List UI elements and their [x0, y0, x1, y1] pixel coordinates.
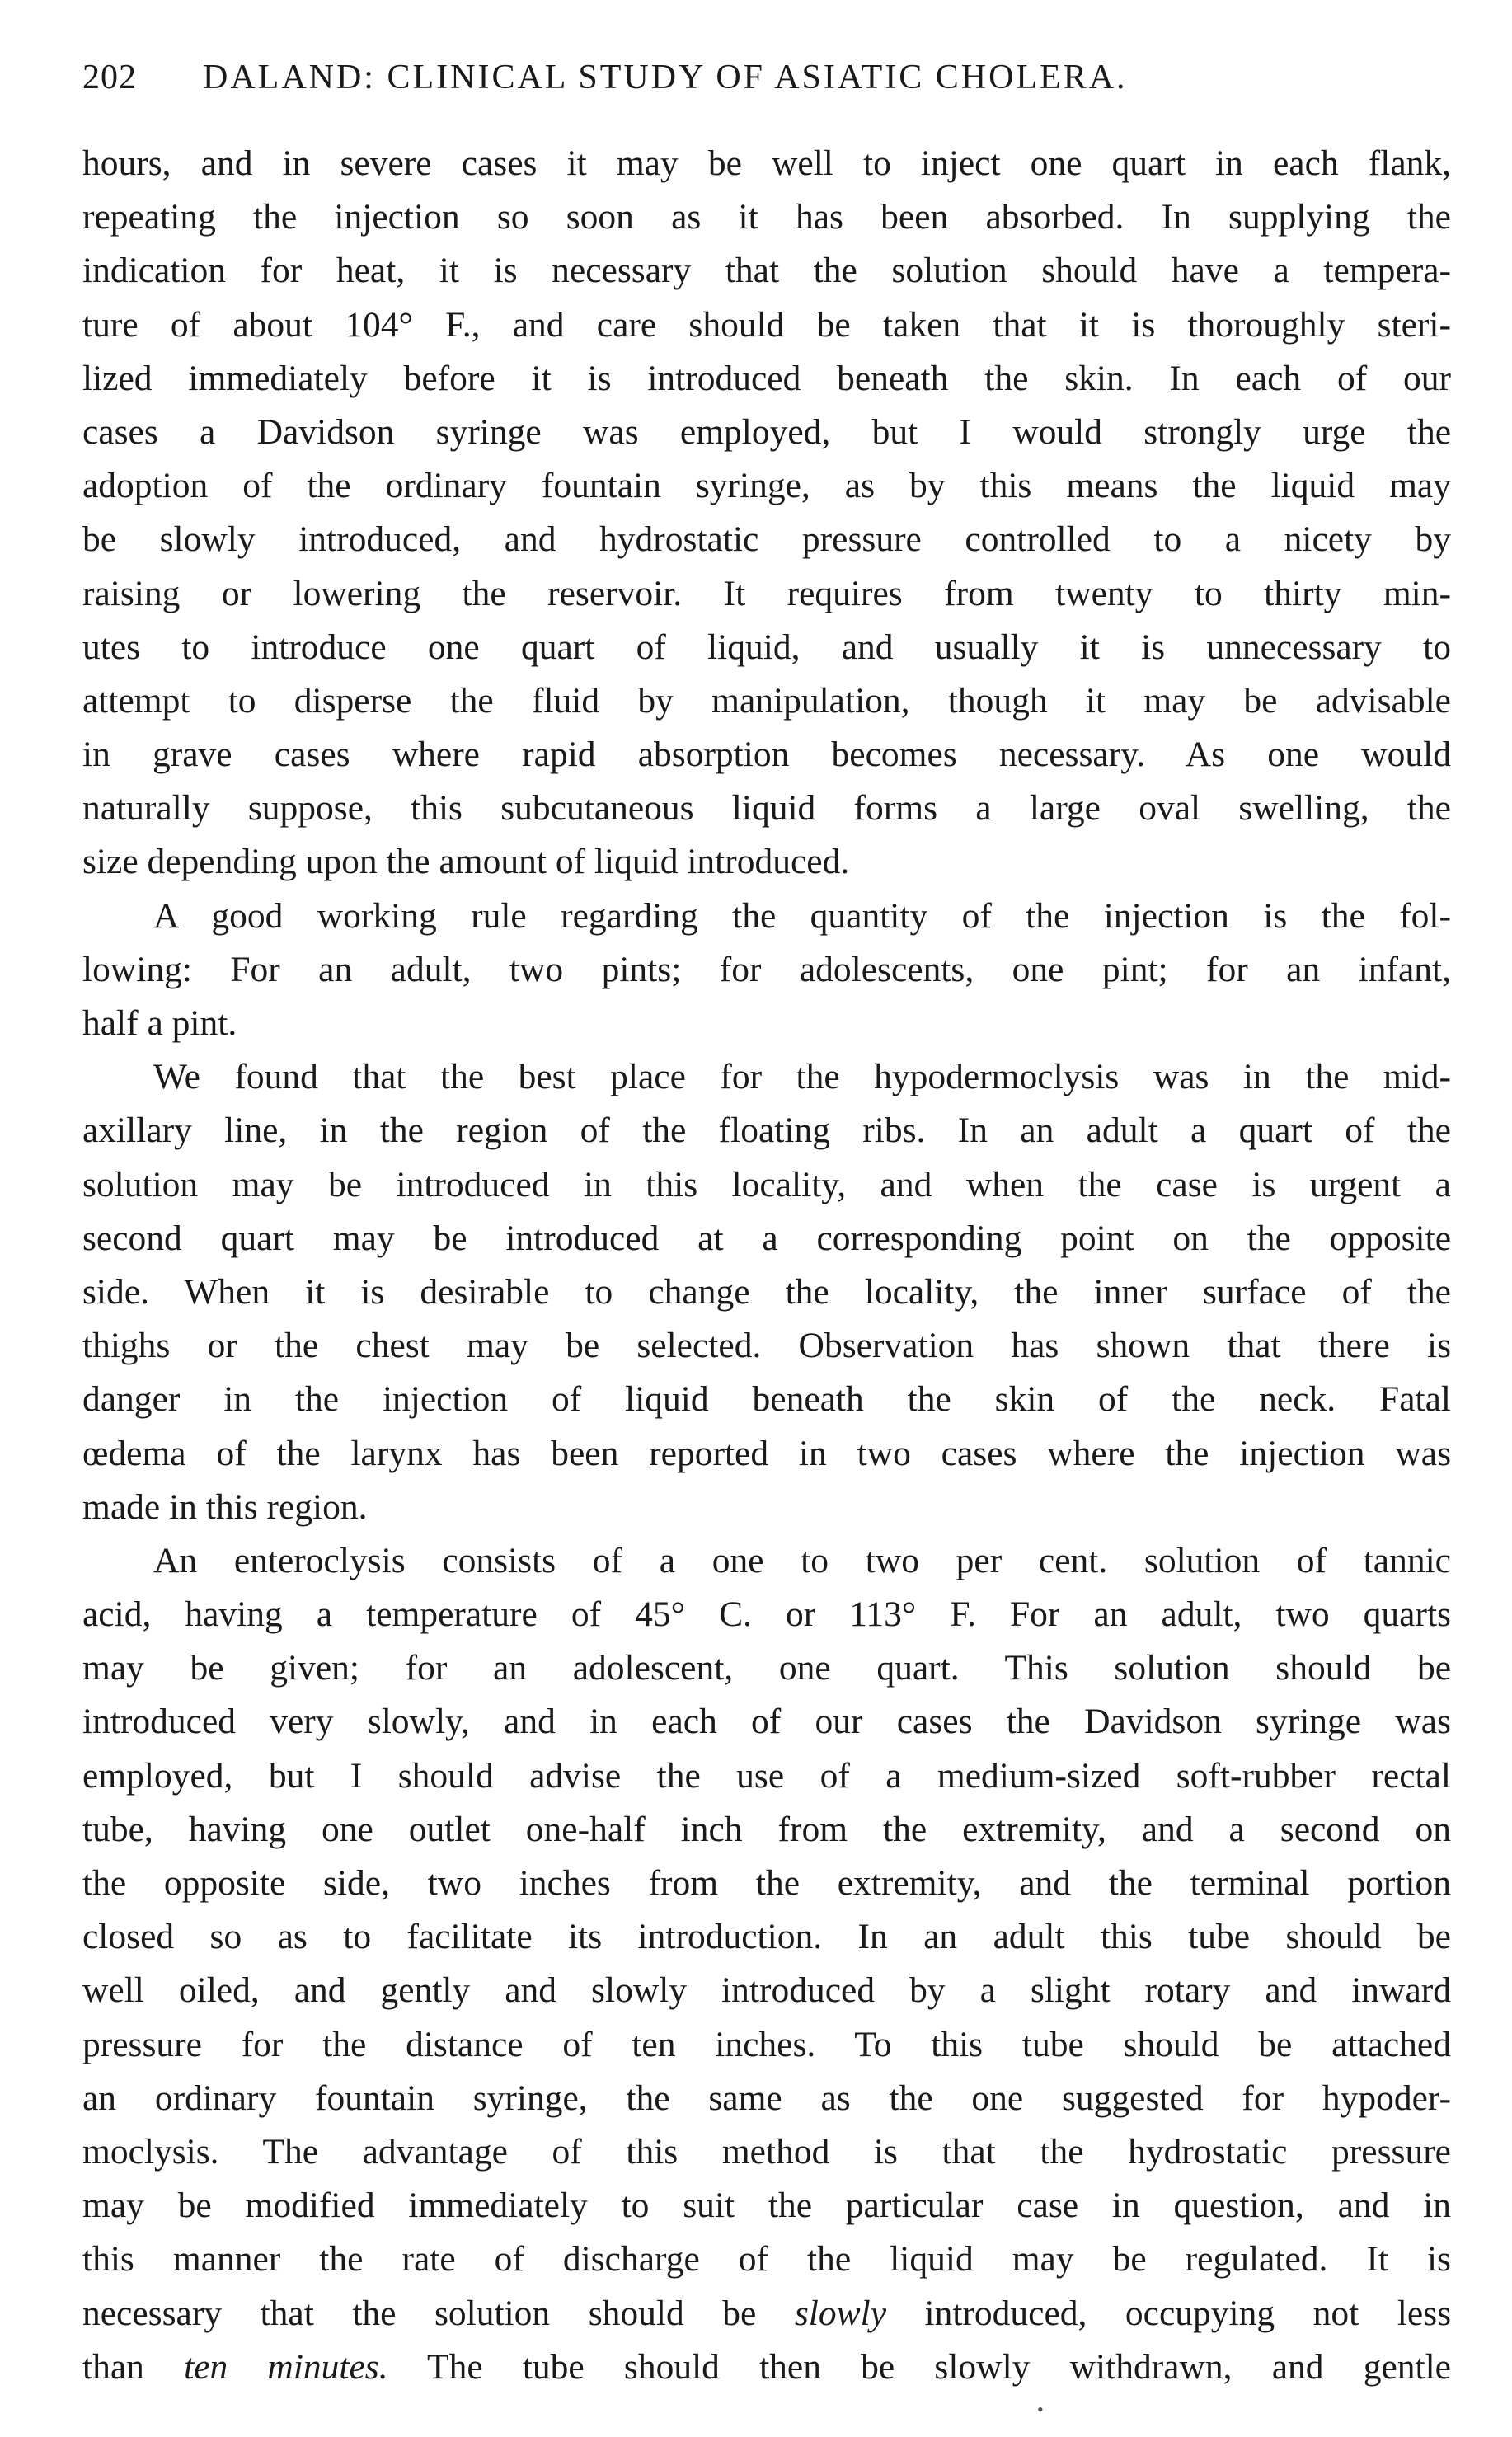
text-line: repeating the injection so soon as it has been absorbed. In supplying the [82, 197, 1451, 237]
text-line: may be modified immediately to suit the particular case in question, and in [82, 2186, 1451, 2226]
text-line: axillary line, in the region of the floating ribs. In an adult a quart of the [82, 1111, 1451, 1151]
text-line: in grave cases where rapid absorption becomes necessary. As one would [82, 735, 1451, 775]
text-line: ture of about 104° F., and care should be taken that it is thoroughly steri- [82, 304, 1451, 345]
text-line: naturally suppose, this subcutaneous liquid forms a large oval swelling, the [82, 788, 1451, 829]
footer-mark: • [1037, 2399, 1044, 2420]
text-line: well oiled, and gently and slowly introduced by a slight rotary and inward [82, 1970, 1451, 2011]
text-line: second quart may be introduced at a corresponding point on the opposite [82, 1218, 1451, 1258]
body-text [82, 137, 1451, 2394]
text-line: an ordinary fountain syringe, the same as the one suggested for hypoder- [82, 2078, 1451, 2118]
text-line: An enteroclysis consists of a one to two per cent. solution of tannic [153, 1540, 1451, 1580]
text-line: made in this region. [82, 1486, 368, 1527]
text-line: necessary that the solution should be slowly introduced, occupying not less [82, 2293, 1452, 2333]
text-line: danger in the injection of liquid beneath the skin of the neck. Fatal [82, 1379, 1451, 1420]
text-line: solution may be introduced in this locality, and when the case is urgent a [82, 1164, 1451, 1204]
text-line: half a pint. [82, 1003, 237, 1043]
text-line: thighs or the chest may be selected. Observation has shown that there is [82, 1326, 1451, 1366]
text-line: closed so as to facilitate its introduction. In an adult this tube should be [82, 1917, 1451, 1957]
text-line: raising or lowering the reservoir. It requires from twenty to thirty min- [82, 573, 1451, 613]
text-line: lized immediately before it is introduced beneath the skin. In each of our [82, 358, 1451, 398]
text-line: cases a Davidson syringe was employed, but I would strongly urge the [82, 411, 1451, 452]
paragraph [82, 1534, 1451, 2394]
paragraph [82, 1050, 1451, 1534]
text-line: may be given; for an adolescent, one quart. This solution should be [82, 1648, 1451, 1688]
text-line: We found that the best place for the hypodermoclysis was in the mid- [153, 1057, 1451, 1097]
text-line: œdema of the larynx has been reported in two cases where the injection was [82, 1433, 1451, 1473]
text-line: utes to introduce one quart of liquid, and usually it is unnecessary to [82, 627, 1451, 667]
text-line: pressure for the distance of ten inches. To this tube should be attached [82, 2024, 1451, 2064]
text-line: hours, and in severe cases it may be well to inject one quart in each flank, [82, 143, 1451, 183]
text-line: acid, having a temperature of 45° C. or 113° F. For an adult, two quarts [82, 1594, 1451, 1635]
text-line: employed, but I should advise the use of a medium-sized soft-rubber rectal [82, 1755, 1451, 1796]
text-line: size depending upon the amount of liquid introduced. [82, 842, 850, 882]
text-line: this manner the rate of discharge of the liquid may be regulated. It is [82, 2239, 1451, 2280]
paragraph [82, 890, 1451, 1051]
text-line: moclysis. The advantage of this method is that the hydrostatic pressure [82, 2131, 1451, 2172]
text-line: lowing: For an adult, two pints; for adolescents, one pint; for an infant, [82, 949, 1451, 989]
page [82, 58, 1451, 2394]
text-line: A good working rule regarding the quantity of the injection is the fol- [153, 895, 1451, 936]
text-line: introduced very slowly, and in each of our cases the Davidson syringe was [82, 1702, 1451, 1742]
text-line: indication for heat, it is necessary that the solution should have a tempera- [82, 251, 1451, 291]
page-number: 202 [82, 59, 137, 96]
text-line: attempt to disperse the fluid by manipulation, though it may be advisable [82, 680, 1451, 721]
text-line: side. When it is desirable to change the locality, the inner surface of the [82, 1271, 1451, 1312]
text-line: the opposite side, two inches from the extremity, and the terminal portion [82, 1863, 1451, 1903]
text-line: tube, having one outlet one-half inch from the extremity, and a second on [82, 1809, 1451, 1849]
text-line: than ten minutes. The tube should then be slowly withdrawn, and gentle [82, 2346, 1451, 2387]
text-line: be slowly introduced, and hydrostatic pressure controlled to a nicety by [82, 519, 1451, 560]
running-title: DALAND: CLINICAL STUDY OF ASIATIC CHOLERA. [203, 59, 1128, 96]
paragraph [82, 137, 1451, 890]
running-head [82, 58, 1451, 97]
text-line: adoption of the ordinary fountain syringe, as by this means the liquid may [82, 466, 1451, 506]
